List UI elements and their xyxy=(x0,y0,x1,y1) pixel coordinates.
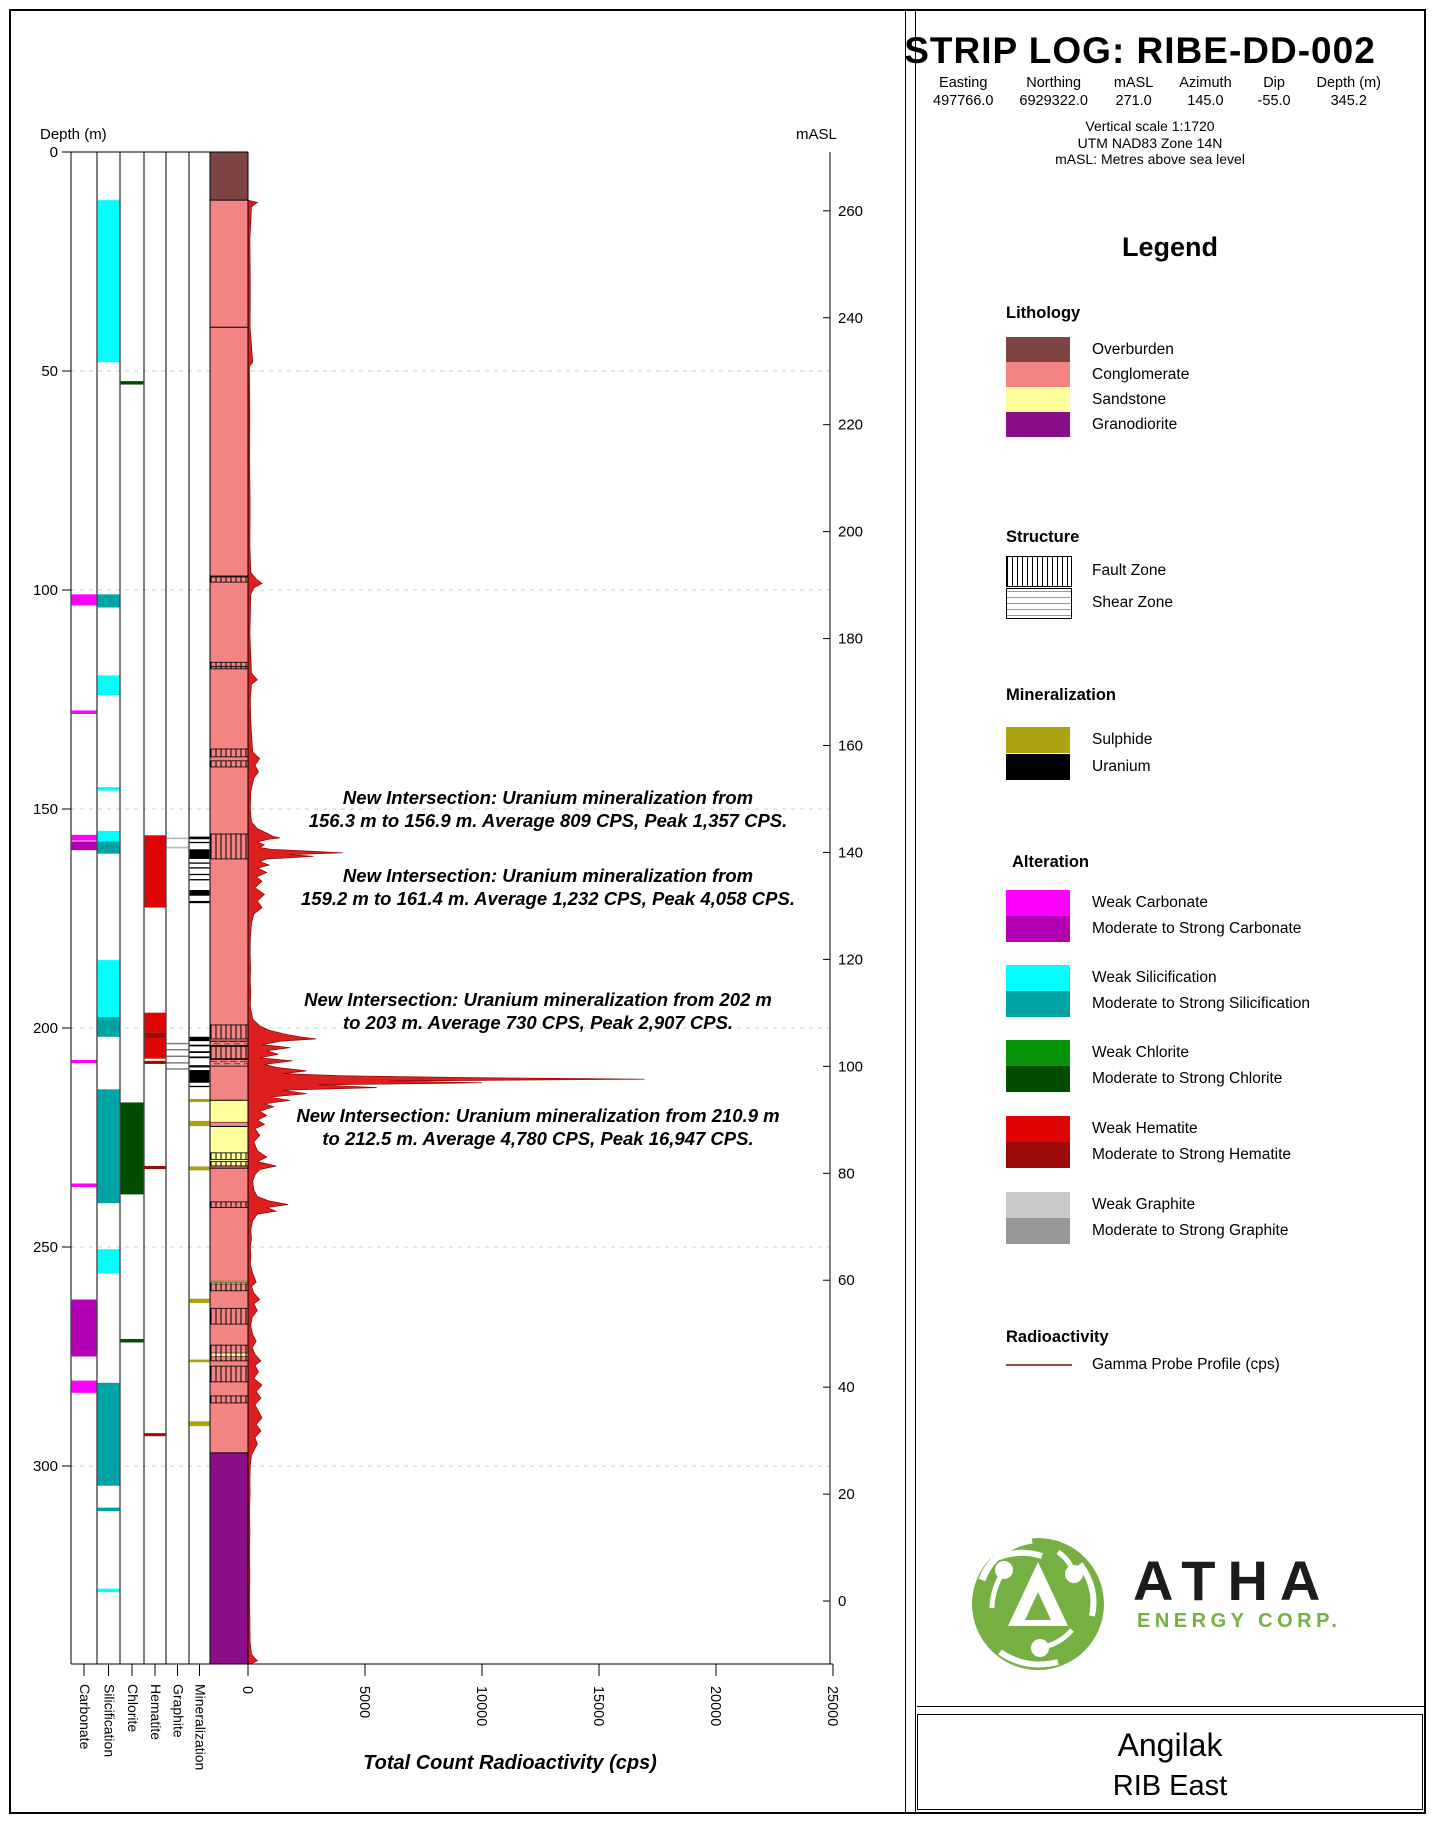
fault-zone xyxy=(210,1202,248,1208)
field-value: 6929322.0 xyxy=(1019,93,1088,109)
lith-overburden xyxy=(210,152,248,200)
annotation-line: 156.3 m to 156.9 m. Average 809 CPS, Peak 1,357 CPS. xyxy=(308,810,788,831)
swatch-conglomerate xyxy=(1006,362,1070,387)
svg-text:20: 20 xyxy=(838,1486,855,1504)
svg-text:Carbonate: Carbonate xyxy=(77,1683,93,1750)
swatch-shear-zone xyxy=(1006,588,1072,619)
uranium-interval xyxy=(190,1070,210,1083)
annotation-line: 159.2 m to 161.4 m. Average 1,232 CPS, Peak 4,058 CPS. xyxy=(301,888,795,909)
svg-text:0: 0 xyxy=(239,1685,255,1695)
chlorite-strong xyxy=(121,381,144,385)
field-easting xyxy=(933,74,993,110)
uranium-interval xyxy=(190,1056,210,1058)
sulphide-interval xyxy=(190,1166,210,1170)
logo-wordmark: ATHA xyxy=(1133,1549,1333,1612)
field-value: -55.0 xyxy=(1257,93,1291,109)
carbonate-weak xyxy=(72,594,97,605)
legend-label: Shear Zone xyxy=(1092,594,1173,611)
footer-divider xyxy=(917,1706,1424,1707)
silicification-strong xyxy=(98,1508,120,1512)
swatch-strong xyxy=(1006,916,1070,942)
sulphide-interval xyxy=(190,1299,210,1303)
swatch-weak xyxy=(1006,965,1070,991)
lithology-column xyxy=(210,152,248,1664)
legend-label: Weak Carbonate xyxy=(1092,894,1209,911)
field-label: mASL xyxy=(1113,75,1154,91)
fault-zone xyxy=(210,662,248,669)
svg-text:Mineralization: Mineralization xyxy=(192,1683,209,1771)
silicification-strong xyxy=(98,1017,120,1037)
mineralization-track xyxy=(190,837,210,1427)
uranium-interval xyxy=(190,1086,210,1087)
fault-zone xyxy=(210,1162,248,1166)
fault-zone xyxy=(210,1366,248,1382)
uranium-interval xyxy=(190,879,210,880)
page-title: STRIP LOG: RIBE-DD-002 xyxy=(904,30,1376,71)
lith-sandstone xyxy=(210,1100,248,1122)
chlorite-strong xyxy=(121,1339,144,1343)
legend-label: Conglomerate xyxy=(1092,366,1190,383)
swatch-strong xyxy=(1006,1066,1070,1092)
svg-text:260: 260 xyxy=(838,202,864,220)
uranium-interval xyxy=(190,901,210,903)
project-name: Angilak xyxy=(1117,1727,1223,1763)
annotation-intersection-2 xyxy=(268,864,828,910)
swatch-strong xyxy=(1006,1142,1070,1168)
svg-text:300: 300 xyxy=(32,1458,58,1475)
carbonate-weak xyxy=(72,1183,97,1187)
silicification-weak xyxy=(98,787,120,791)
sulphide-interval xyxy=(190,1099,210,1102)
silicification-weak xyxy=(98,960,120,1017)
field-label: Depth (m) xyxy=(1316,75,1381,91)
annotation-line: to 203 m. Average 730 CPS, Peak 2,907 CPS. xyxy=(342,1012,734,1033)
svg-text:20000: 20000 xyxy=(707,1685,723,1727)
uranium-interval xyxy=(190,1045,210,1047)
gamma-line-swatch xyxy=(1006,1364,1072,1366)
fault-zone xyxy=(210,1396,248,1403)
svg-text:120: 120 xyxy=(838,951,864,969)
uranium-interval xyxy=(190,1051,210,1053)
area-name: RIB East xyxy=(1112,1770,1228,1802)
carbonate-strong xyxy=(72,841,97,850)
svg-text:240: 240 xyxy=(838,309,864,327)
hematite-weak xyxy=(145,835,166,907)
svg-text:200: 200 xyxy=(32,1020,58,1037)
silicification-weak xyxy=(98,831,120,842)
graphite-strong xyxy=(167,1043,189,1044)
collar-info-table xyxy=(933,74,1381,110)
hematite-weak xyxy=(145,1038,166,1059)
svg-text:180: 180 xyxy=(838,630,864,648)
uranium-interval xyxy=(190,837,210,840)
field-value: 497766.0 xyxy=(933,93,994,109)
svg-text:100: 100 xyxy=(838,1058,864,1076)
silicification-weak xyxy=(98,675,120,695)
legend-label: Moderate to Strong Graphite xyxy=(1092,1222,1289,1239)
panel-divider-left xyxy=(905,9,906,1812)
legend-label: Moderate to Strong Carbonate xyxy=(1092,920,1302,937)
uranium-interval xyxy=(190,1037,210,1041)
svg-text:15000: 15000 xyxy=(590,1685,606,1727)
swatch-weak xyxy=(1006,1040,1070,1066)
field-value: 345.2 xyxy=(1330,93,1367,109)
field-masl xyxy=(1114,74,1154,110)
legend-label: Moderate to Strong Chlorite xyxy=(1092,1070,1283,1087)
lith-granodiorite xyxy=(210,1453,248,1664)
field-label: Dip xyxy=(1263,75,1285,91)
chlorite-strong xyxy=(121,1102,144,1194)
hematite-strong xyxy=(145,1433,166,1436)
field-label: Azimuth xyxy=(1179,75,1232,91)
panel-divider-right xyxy=(915,9,916,1812)
svg-text:250: 250 xyxy=(32,1239,58,1256)
field-azimuth xyxy=(1179,74,1231,110)
legend-label: Moderate to Strong Silicification xyxy=(1092,995,1310,1012)
svg-text:Hematite: Hematite xyxy=(148,1683,164,1741)
silicification-strong xyxy=(98,1383,120,1486)
svg-text:60: 60 xyxy=(838,1272,855,1290)
graphite-weak xyxy=(167,837,189,839)
swatch-fault-zone xyxy=(1006,556,1072,587)
track-labels xyxy=(77,1664,209,1770)
shear-zone xyxy=(210,1060,248,1067)
svg-text:Silicification: Silicification xyxy=(101,1683,118,1758)
carbonate-weak xyxy=(72,1381,97,1393)
carbonate-strong xyxy=(72,1300,97,1357)
swatch-sandstone xyxy=(1006,387,1070,412)
uranium-interval xyxy=(190,867,210,868)
legend-section-structure: Structure xyxy=(1006,528,1080,546)
annotation-intersection-4 xyxy=(258,1104,818,1150)
swatch-overburden xyxy=(1006,337,1070,362)
lith-conglomerate xyxy=(210,200,248,1453)
field-northing xyxy=(1019,74,1088,110)
carbonate-weak xyxy=(72,835,97,841)
swatch-strong xyxy=(1006,991,1070,1017)
annotation-line: to 212.5 m. Average 4,780 CPS, Peak 16,947 CPS. xyxy=(322,1128,754,1149)
silicification-strong xyxy=(98,841,120,853)
alteration-tracks xyxy=(72,200,189,1592)
legend-heading: Legend xyxy=(1121,232,1218,262)
silicification-weak xyxy=(98,1249,120,1273)
cps-axis xyxy=(239,1664,840,1726)
legend-section-lithology: Lithology xyxy=(1006,304,1081,322)
svg-text:200: 200 xyxy=(838,523,864,541)
fault-zone xyxy=(210,1153,248,1160)
svg-text:80: 80 xyxy=(838,1165,855,1183)
hematite-strong xyxy=(145,1166,166,1169)
svg-text:Graphite: Graphite xyxy=(170,1683,187,1738)
gamma-trace xyxy=(248,200,645,1664)
field-value: 145.0 xyxy=(1187,93,1224,109)
field-label: Northing xyxy=(1026,75,1082,91)
note-masl: mASL: Metres above sea level xyxy=(1055,151,1245,167)
legend-section-alteration: Alteration xyxy=(1012,853,1090,871)
silicification-strong xyxy=(98,1089,120,1203)
annotation-line: New Intersection: Uranium mineralization from 202 m xyxy=(304,989,772,1010)
svg-text:150: 150 xyxy=(32,801,58,818)
swatch-sulphide xyxy=(1006,727,1070,753)
silicification-weak xyxy=(98,1589,120,1593)
footer-title-box xyxy=(917,1714,1423,1810)
legend-label: Gamma Probe Profile (cps) xyxy=(1092,1356,1280,1373)
swatch-granodiorite xyxy=(1006,412,1070,437)
masl-axis-title: mASL xyxy=(796,126,837,143)
fault-zone xyxy=(210,834,248,859)
logo-subtitle: ENERGY CORP. xyxy=(1137,1610,1342,1632)
depth-gridlines xyxy=(71,371,830,1466)
annotation-line: New Intersection: Uranium mineralization from 210.9 m xyxy=(296,1105,780,1126)
depth-axis xyxy=(33,144,71,1475)
legend-label: Weak Chlorite xyxy=(1092,1044,1190,1061)
swatch-weak xyxy=(1006,890,1070,916)
cps-axis-title: Total Count Radioactivity (cps) xyxy=(363,1752,657,1774)
svg-text:0: 0 xyxy=(838,1593,847,1611)
legend-label: Overburden xyxy=(1092,341,1174,358)
uranium-interval xyxy=(190,890,210,896)
fault-zone xyxy=(210,1046,248,1059)
atha-logo-icon xyxy=(962,1530,1114,1680)
swatch-weak xyxy=(1006,1116,1070,1142)
swatch-strong xyxy=(1006,1218,1070,1244)
lith-sandstone xyxy=(210,1127,248,1166)
uranium-interval xyxy=(190,874,210,875)
svg-text:100: 100 xyxy=(32,582,58,599)
silicification-weak xyxy=(98,200,120,362)
legend-label: Fault Zone xyxy=(1092,562,1167,579)
fault-zone xyxy=(210,1025,248,1039)
depth-axis-title: Depth (m) xyxy=(40,126,107,143)
shear-zone xyxy=(210,1041,248,1046)
uranium-interval xyxy=(190,862,210,863)
legend-label: Moderate to Strong Hematite xyxy=(1092,1146,1292,1163)
svg-text:50: 50 xyxy=(41,363,58,380)
carbonate-weak xyxy=(72,1060,97,1063)
svg-text:10000: 10000 xyxy=(473,1685,489,1727)
field-dip xyxy=(1258,74,1291,110)
hematite-strong xyxy=(145,1032,166,1038)
annotation-line: New Intersection: Uranium mineralization from xyxy=(342,787,754,808)
hematite-strong xyxy=(145,1061,166,1064)
graphite-strong xyxy=(167,1062,189,1063)
note-scale: Vertical scale 1:1720 xyxy=(1085,118,1215,134)
fault-zone xyxy=(210,761,248,767)
field-depth xyxy=(1317,74,1381,110)
swatch-uranium xyxy=(1006,754,1070,780)
svg-text:25000: 25000 xyxy=(824,1685,840,1727)
fault-zone xyxy=(210,1308,248,1324)
note-utm: UTM NAD83 Zone 14N xyxy=(1077,134,1223,151)
legend-label: Sulphide xyxy=(1092,731,1153,748)
svg-text:40: 40 xyxy=(838,1379,855,1397)
svg-text:0: 0 xyxy=(49,144,58,161)
svg-text:140: 140 xyxy=(838,844,864,862)
uranium-interval xyxy=(190,1065,210,1067)
field-value: 271.0 xyxy=(1115,93,1152,109)
svg-text:5000: 5000 xyxy=(356,1685,372,1719)
silicification-strong xyxy=(98,594,120,607)
legend-label: Weak Hematite xyxy=(1092,1120,1198,1137)
gamma-probe-profile xyxy=(248,200,645,1664)
fault-zone xyxy=(210,1345,248,1361)
svg-text:Chlorite: Chlorite xyxy=(125,1683,141,1733)
swatch-weak xyxy=(1006,1192,1070,1218)
sulphide-interval xyxy=(190,1421,210,1426)
legend-label: Granodiorite xyxy=(1092,416,1178,433)
hematite-weak xyxy=(145,1013,166,1033)
svg-text:220: 220 xyxy=(838,416,864,434)
fault-zone xyxy=(210,749,248,757)
graphite-strong xyxy=(167,1068,189,1069)
legend-section-radioactivity: Radioactivity xyxy=(1006,1328,1109,1346)
svg-text:160: 160 xyxy=(838,737,864,755)
annotation-intersection-1 xyxy=(268,786,828,832)
uranium-interval xyxy=(190,849,210,859)
map-notes xyxy=(905,118,1395,168)
field-label: Easting xyxy=(939,75,988,91)
fault-zone xyxy=(210,1283,248,1291)
legend-label: Weak Silicification xyxy=(1092,969,1217,986)
legend-label: Uranium xyxy=(1092,758,1151,775)
annotation-intersection-3 xyxy=(258,988,818,1034)
graphite-strong xyxy=(167,1056,189,1057)
sulphide-interval xyxy=(190,1121,210,1126)
annotation-line: New Intersection: Uranium mineralization from xyxy=(342,865,754,886)
graphite-strong xyxy=(167,1049,189,1050)
masl-axis xyxy=(823,203,863,1610)
uranium-interval xyxy=(190,842,210,843)
sulphide-interval xyxy=(190,1360,210,1363)
legend-label: Sandstone xyxy=(1092,391,1167,408)
graphite-weak xyxy=(167,847,189,849)
legend-section-mineralization: Mineralization xyxy=(1006,686,1117,704)
carbonate-weak xyxy=(72,710,97,714)
legend-label: Weak Graphite xyxy=(1092,1196,1196,1213)
